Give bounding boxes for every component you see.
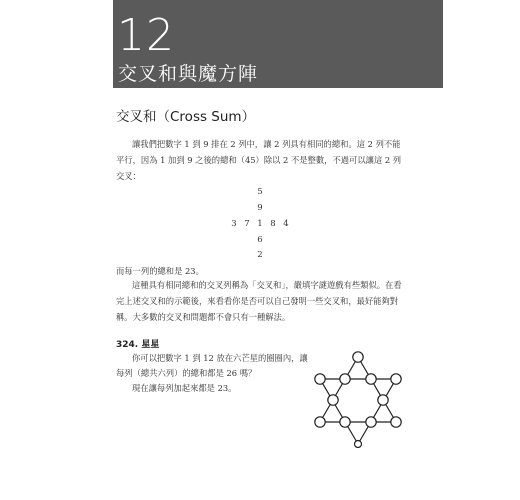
star-circle xyxy=(355,441,362,448)
star-circle xyxy=(315,417,325,427)
chapter-title: 交叉和與魔方陣 xyxy=(118,63,259,85)
puzzle-heading: 324. 星星 xyxy=(116,340,160,350)
star-circle xyxy=(366,417,376,427)
chapter-number: 12 xyxy=(117,10,175,61)
cross-digit-row xyxy=(0,203,520,213)
star-circle xyxy=(328,395,338,405)
cross-digit: 5 xyxy=(257,187,263,197)
cross-digit-row xyxy=(0,187,520,197)
star-circle xyxy=(340,374,350,384)
explanation-paragraph: 這種具有相同總和的交叉列稱為「交叉和」，嚴填字謎遊戲有些類似。在看完上述交叉和的示範後，來看看你是否可以自己發明一些交叉和，最好能夠對稱。大多數的交叉和問題都不會只有一種解法。 xyxy=(116,280,402,322)
cross-digit: 2 xyxy=(257,250,263,260)
cross-digit: 3 xyxy=(231,219,237,229)
sum-line: 而每一列的總和是 23。 xyxy=(116,266,204,276)
intro-paragraph: 讓我們把數字 1 到 9 排在 2 列中，讓 2 列具有相同的總和。這 2 列不能平行，因為 1 加到 9 之後的總和（45）除以 2 不是整數，不過可以讓這 2 列交叉： xyxy=(116,139,402,181)
cross-digit: 8 xyxy=(270,219,276,229)
hexagram-figure xyxy=(310,348,406,448)
puzzle-text xyxy=(116,351,308,396)
cross-digit-row xyxy=(0,235,520,245)
cross-digit: 6 xyxy=(257,235,263,245)
star-circle xyxy=(315,374,325,384)
cross-digit-row xyxy=(0,219,520,229)
star-circle xyxy=(366,374,376,384)
star-circle xyxy=(391,374,401,384)
cross-digit-row xyxy=(0,250,520,260)
star-circle xyxy=(340,417,350,427)
section-heading: 交叉和（Cross Sum） xyxy=(116,109,256,125)
puzzle-question: 你可以把數字 1 到 12 放在六芒星的圈圈內，讓每列（總共六列）的總和都是 26 嗎？ xyxy=(116,353,308,378)
puzzle-followup: 現在讓每列加起來都是 23。 xyxy=(132,383,237,393)
star-circle xyxy=(391,417,401,427)
cross-digit: 1 xyxy=(257,219,263,229)
cross-digit: 7 xyxy=(244,219,250,229)
cross-digit: 9 xyxy=(257,203,263,213)
star-circle xyxy=(378,395,388,405)
star-circle xyxy=(353,352,363,362)
cross-digit: 4 xyxy=(283,219,289,229)
